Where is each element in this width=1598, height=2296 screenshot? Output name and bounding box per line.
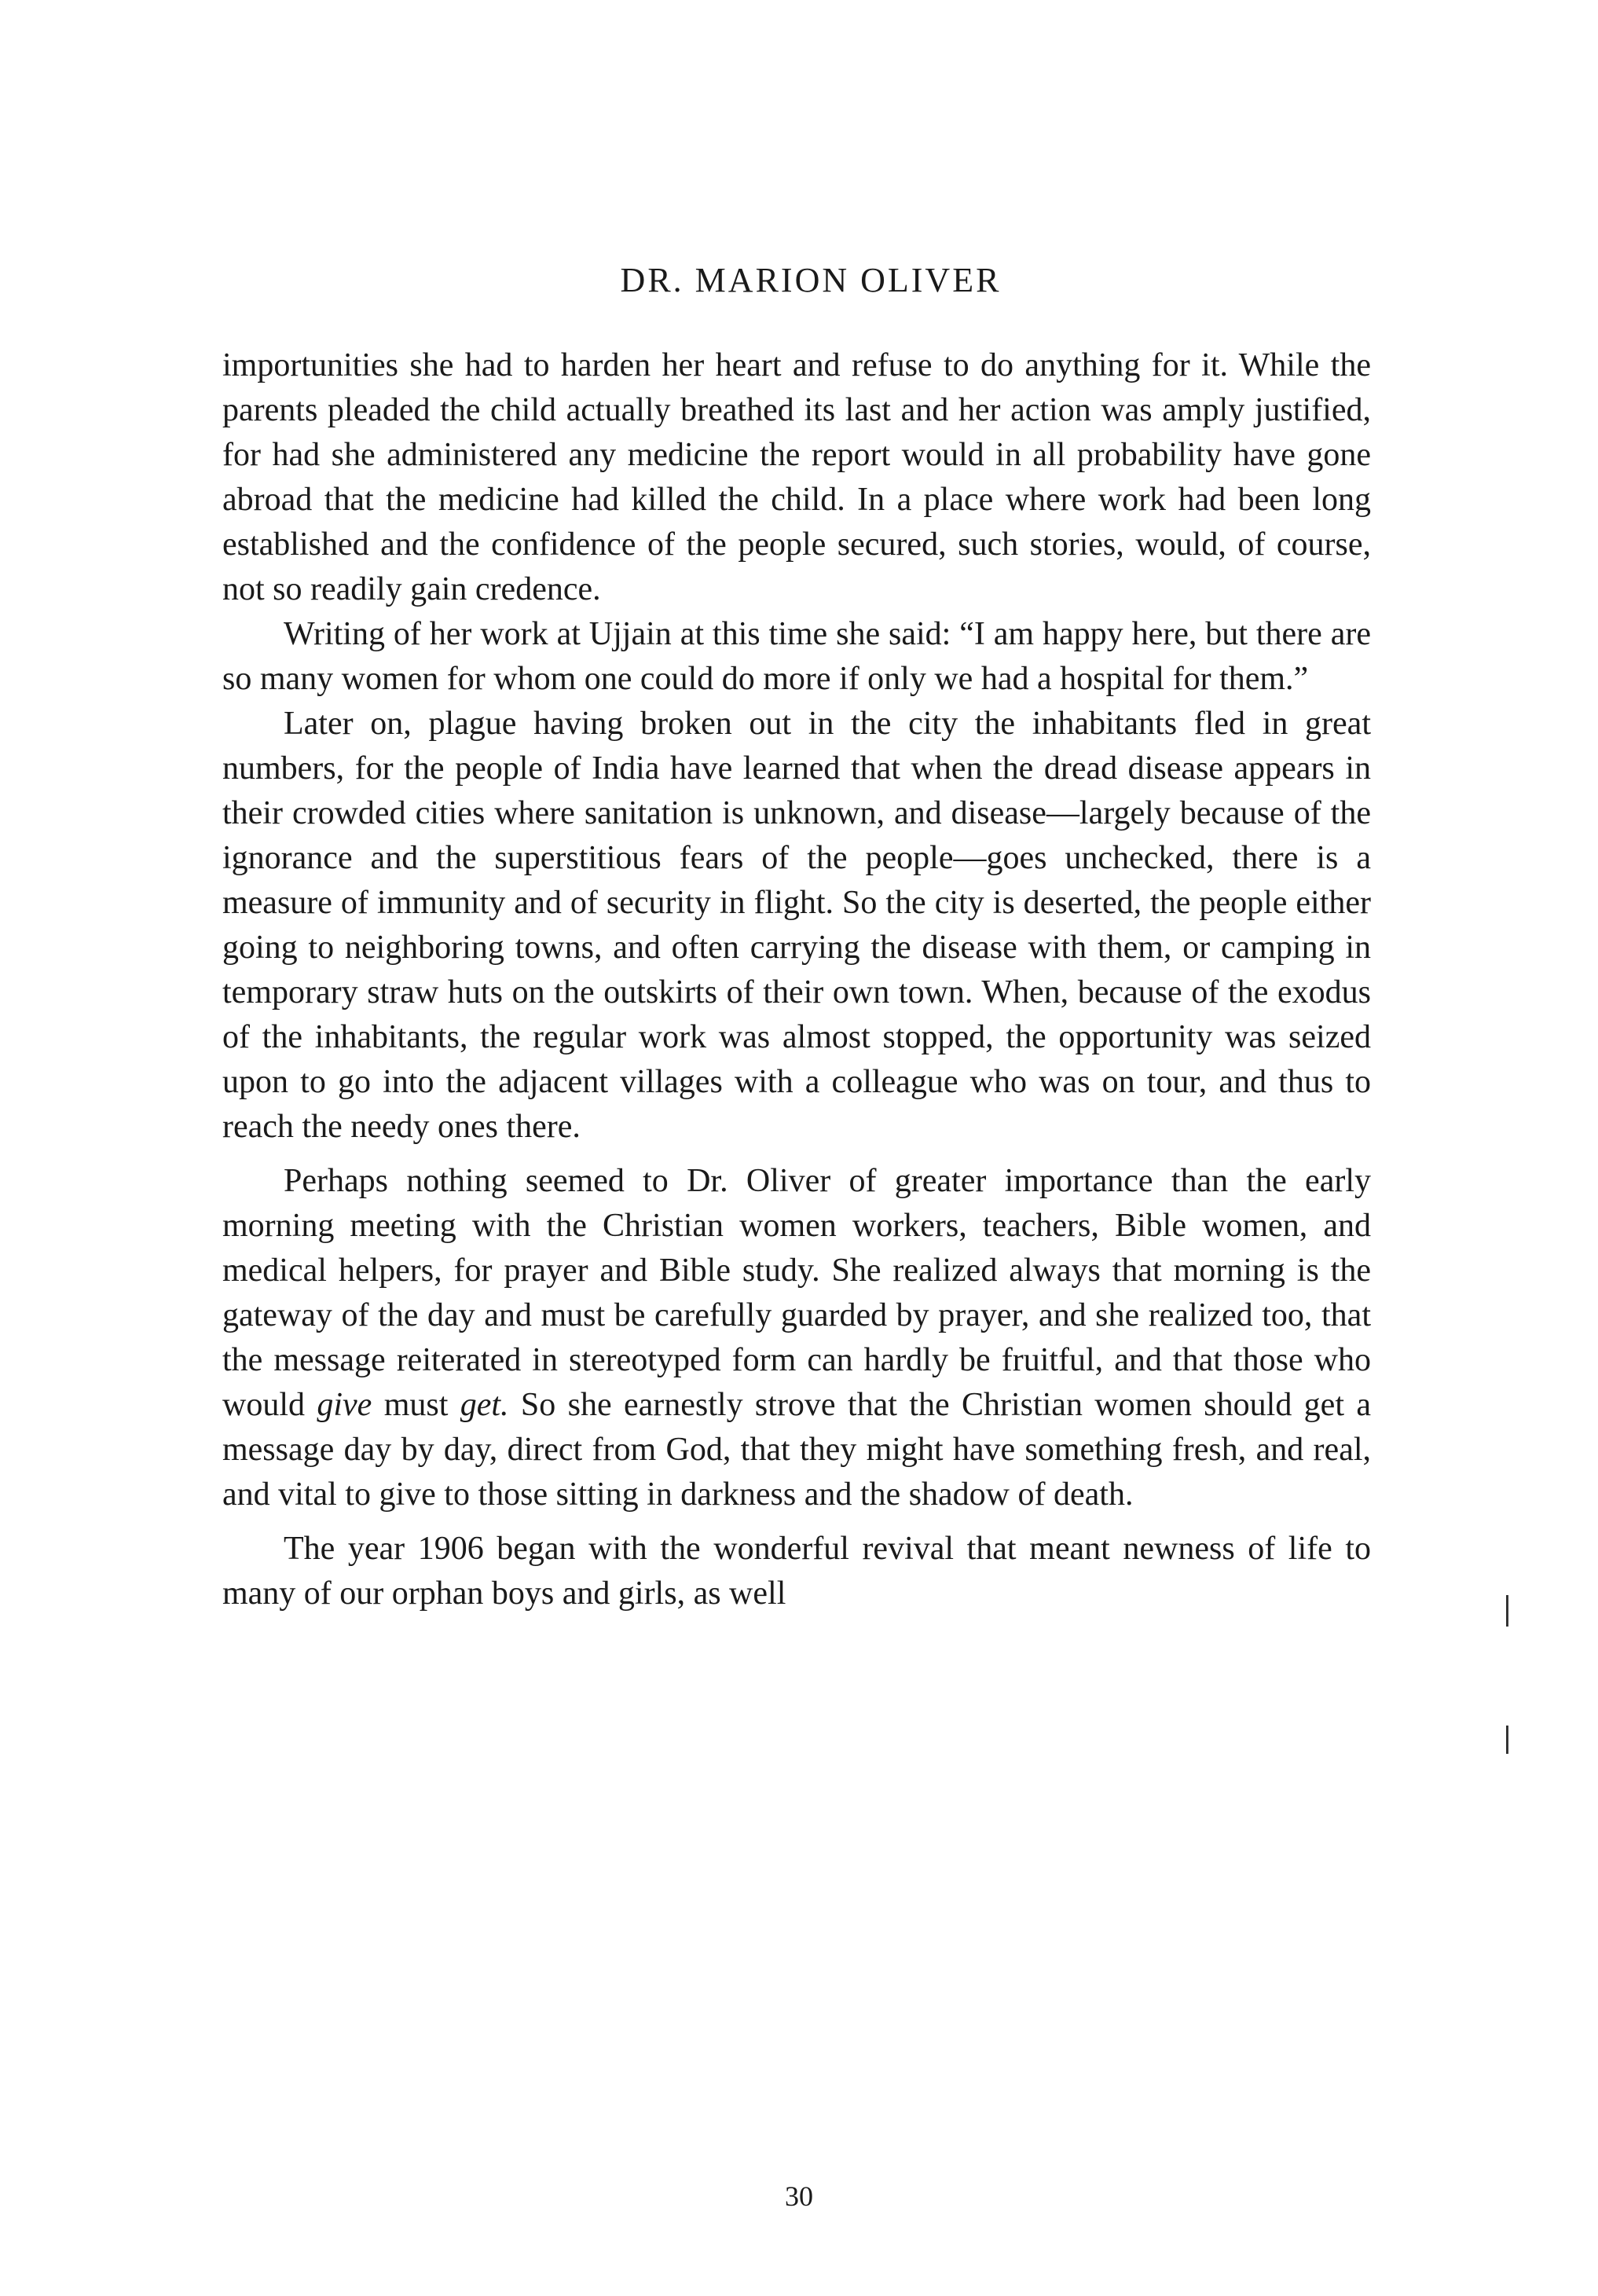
paragraph-text: must: [372, 1387, 460, 1423]
paragraph-continuation: importunities she had to harden her heart and refuse to do anything for it. While the parents pleaded the child actually breathed its last and her action was amply justified, for had she administered any medicine the report would in all probability have gone abroad that the medicine had killed the child. In a place where work had been long established and the confidence of the people secured, such stories, would, of course, not so readily gain credence.: [222, 347, 1371, 607]
paragraph-text: Perhaps nothing seemed to Dr. Oliver of greater importance than the early morning meeting with the Christian women workers, teachers, Bible women, and medical helpers, for prayer and Bible study. She realized always that morning is the gateway of the day and must be carefully guarded by prayer, and she realized too, that the message reiterated in stereotyped form can hardly be fruitful, and that those who would: [222, 1163, 1371, 1423]
running-head: DR. MARION OLIVER: [620, 261, 1002, 299]
paragraph-text: So she earnestly strove that the Christian women should get a message day by day, direct from God, that they might have something fresh, and real, and vital to give to those sitting in darkness and the shadow of death.: [222, 1387, 1371, 1513]
paragraph-ujjain: Writing of her work at Ujjain at this time she said: “I am happy here, but there are so many women for whom one could do more if only we had a hospital for them.”: [222, 616, 1371, 697]
paragraph-revival: The year 1906 began with the wonderful revival that meant newness of life to many of our orphan boys and girls, as well: [222, 1531, 1371, 1612]
margin-mark: [1506, 1595, 1508, 1627]
italic-word-give: give: [317, 1387, 372, 1423]
page-body: [222, 263, 1371, 1616]
paragraph-morning-meeting: [222, 1159, 1371, 1517]
margin-mark: [1506, 1726, 1508, 1754]
paragraph-plague: Later on, plague having broken out in the city the inhabitants fled in great numbers, for the people of India have learned that when the dread disease appears in their crowded cities where sanitation is unknown, and disease—largely because of the ignorance and the superstitious fears of the people—goes unchecked, there is a measure of immunity and of security in flight. So the city is deserted, the people either going to neighboring towns, and often carrying the disease with them, or camping in temporary straw huts on the outskirts of their own town. When, because of the exodus of the inhabitants, the regular work was almost stopped, the opportunity was seized upon to go into the adjacent villages with a colleague who was on tour, and thus to reach the needy ones there.: [222, 706, 1371, 1145]
page-number: 30: [785, 2180, 813, 2212]
italic-word-get: get.: [460, 1387, 509, 1423]
